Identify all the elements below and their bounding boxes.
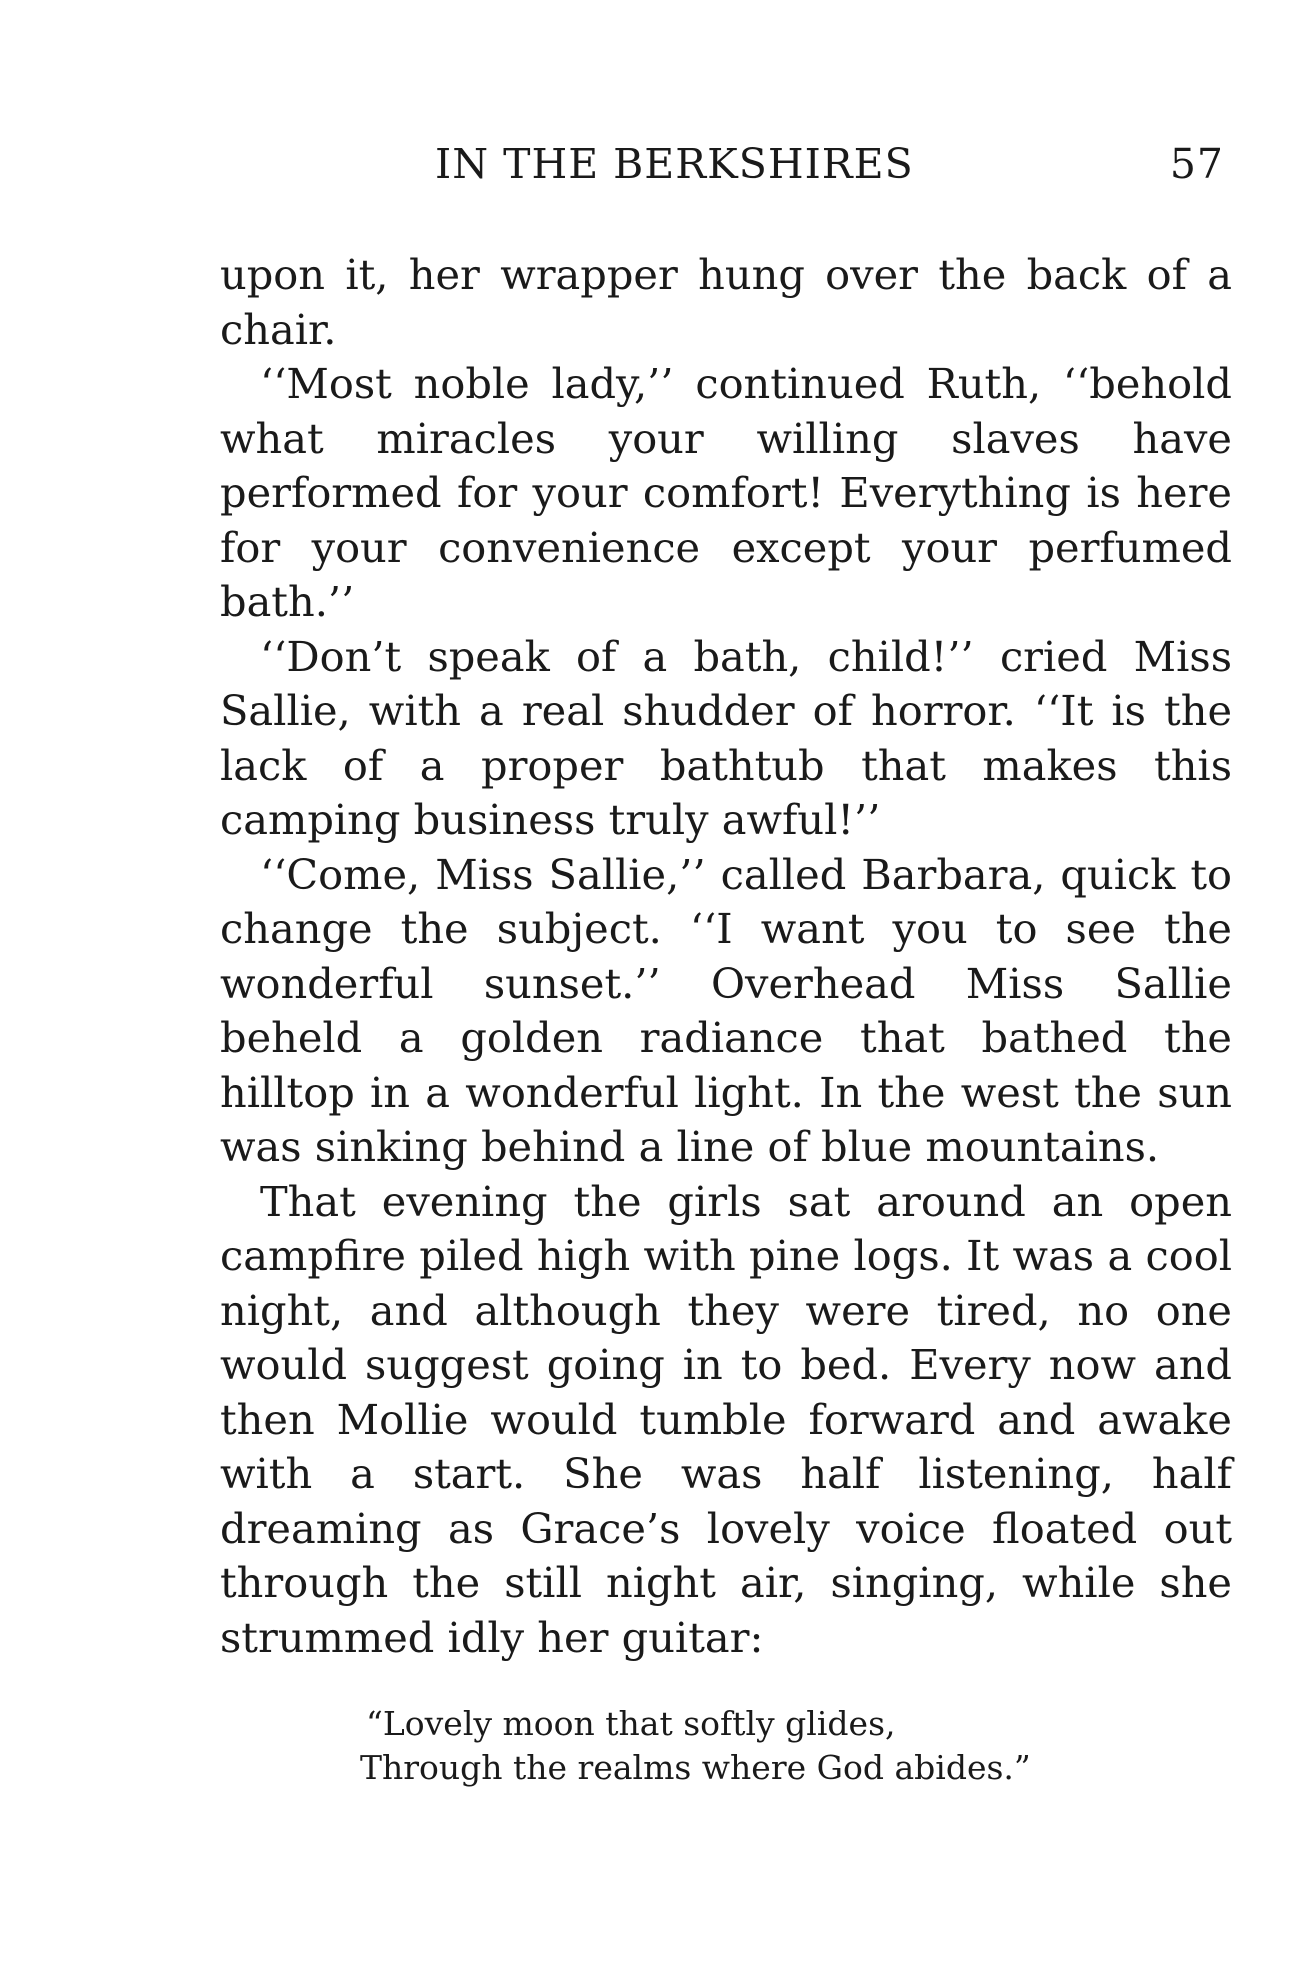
paragraph-sallie-bath: ‘‘Don’t speak of a bath, child!’’ cried Miss Sallie, with a real shudder of horror. ‘‘It is the lack of a proper bathtub that makes this camping business truly awful!’’: [220, 631, 1232, 844]
paragraph-sunset: ‘‘Come, Miss Sallie,’’ called Barbara, quick to change the subject. ‘‘I want you to see the wonderful sunset.’’ Overhead Miss Sallie beheld a golden radiance that bathed the hilltop in a wonderful light. In the west the sun was sinking behind a line of blue mountains.: [220, 849, 1232, 1171]
verse-line: Through the realms where God abides.”: [360, 1748, 1031, 1787]
page-number: 57: [1169, 140, 1224, 188]
song-verse: [360, 1702, 1031, 1790]
paragraph-continuation: upon it, her wrapper hung over the back of a chair.: [220, 250, 1232, 354]
paragraph-ruth-dialogue: ‘‘Most noble lady,’’ continued Ruth, ‘‘behold what miracles your willing slaves have performed for your comfort! Everything is here for your convenience except your perfumed bath.’’: [220, 359, 1232, 626]
verse-line: “Lovely moon that softly glides,: [366, 1704, 896, 1743]
paragraph-campfire: That evening the girls sat around an open campfire piled high with pine logs. It was a cool night, and although they were tired, no one would suggest going in to bed. Every now and then Mollie would tumble forward and awake with a start. She was half listening, half dreaming as Grace’s lovely voice floated out through the still night air, singing, while she strummed idly her guitar:: [220, 1176, 1232, 1662]
body-text: [220, 248, 1232, 1665]
running-title: IN THE BERKSHIRES: [435, 140, 914, 188]
running-header: [0, 140, 1304, 190]
